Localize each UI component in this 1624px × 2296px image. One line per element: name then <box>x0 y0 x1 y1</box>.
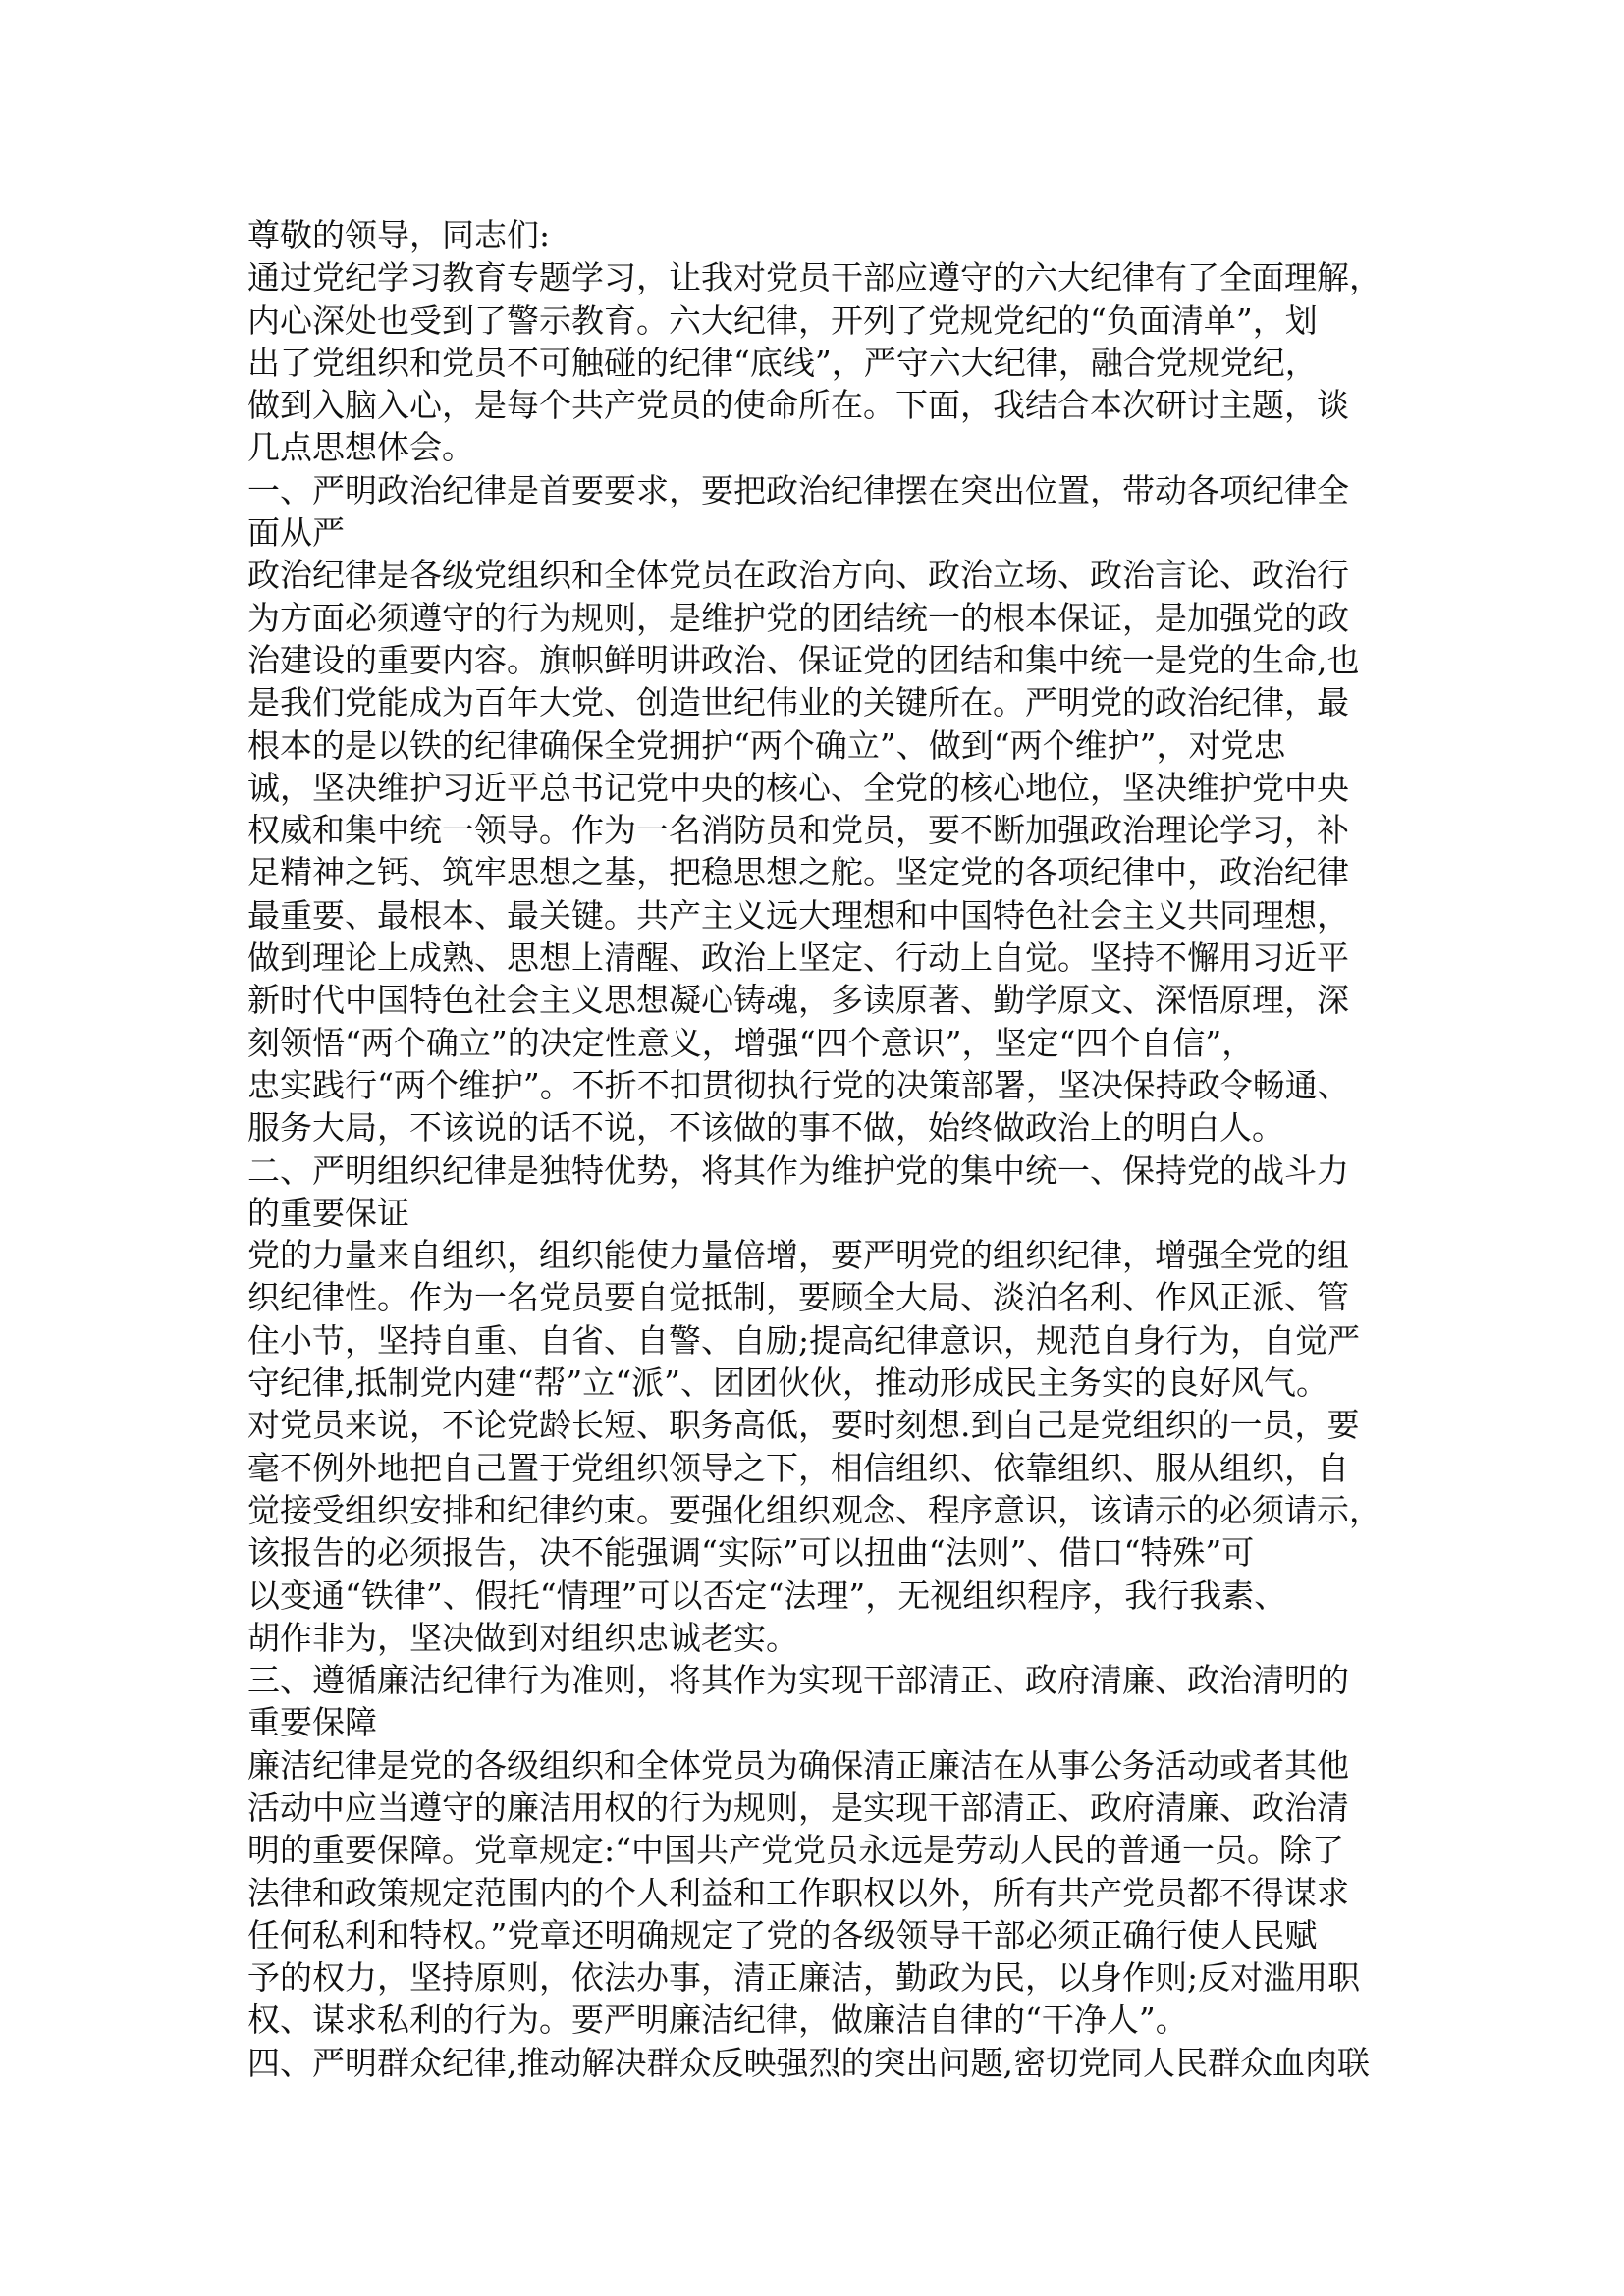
text-line: 刻领悟“两个确立”的决定性意义，增强“四个意识”，坚定“四个自信”， <box>247 1023 1255 1062</box>
text-line: 觉接受组织安排和纪律约束。要强化组织观念、程序意识，该请示的必须请示， <box>247 1490 1381 1529</box>
text-line: 一、严明政治纪律是首要要求，要把政治纪律摆在突出位置，带动各项纪律全 <box>247 470 1349 509</box>
text-line: 织纪律性。作为一名党员要自觉抵制，要顾全大局、淡泊名利、作风正派、管 <box>247 1278 1349 1317</box>
text-line: 对党员来说，不论党龄长短、职务高低，要时刻想.到自己是党组织的一员，要 <box>247 1406 1360 1445</box>
text-line: 几点思想体会。 <box>247 428 474 467</box>
text-line: 足精神之钙、筑牢思想之基，把稳思想之舵。坚定党的各项纪律中，政治纪律 <box>247 853 1349 892</box>
text-line: 重要保障 <box>247 1703 377 1742</box>
text-line: 诚，坚决维护习近平总书记党中央的核心、全党的核心地位，坚决维护党中央 <box>247 768 1349 807</box>
text-line: 党的力量来自组织，组织能使力量倍增，要严明党的组织纪律，增强全党的组 <box>247 1236 1349 1275</box>
text-line: 权威和集中统一领导。作为一名消防员和党员，要不断加强政治理论学习，补 <box>247 811 1349 850</box>
text-line: 的重要保证 <box>247 1193 409 1232</box>
text-line: 做到入脑入心，是每个共产党员的使命所在。下面，我结合本次研讨主题，谈 <box>247 386 1349 425</box>
text-line: 任何私利和特权。”党章还明确规定了党的各级领导干部必须正确行使人民赋 <box>247 1915 1318 1954</box>
text-line: 新时代中国特色社会主义思想凝心铸魂，多读原著、勤学原文、深悟原理，深 <box>247 981 1349 1020</box>
text-line: 治建设的重要内容。旗帜鲜明讲政治、保证党的团结和集中统一是党的生命,也 <box>247 640 1360 679</box>
document-body <box>247 214 1406 2084</box>
text-line: 忠实践行“两个维护”。不折不扣贯彻执行党的决策部署，坚决保持政令畅通、 <box>247 1065 1350 1104</box>
text-line: 守纪律,抵制党内建“帮”立“派”、团团伙伙，推动形成民主务实的良好风气。 <box>247 1363 1328 1403</box>
text-line: 二、严明组织纪律是独特优势，将其作为维护党的集中统一、保持党的战斗力 <box>247 1150 1349 1190</box>
text-line: 最重要、最根本、最关键。共产主义远大理想和中国特色社会主义共同理想， <box>247 895 1349 934</box>
text-line: 三、遵循廉洁纪律行为准则，将其作为实现干部清正、政府清廉、政治清明的 <box>247 1661 1349 1700</box>
text-line: 权、谋求私利的行为。要严明廉洁纪律，做廉洁自律的“干净人”。 <box>247 2001 1188 2040</box>
text-line: 是我们党能成为百年大党、创造世纪伟业的关键所在。严明党的政治纪律，最 <box>247 683 1349 722</box>
text-line: 予的权力，坚持原则，依法办事，清正廉洁，勤政为民，以身作则;反对滥用职 <box>247 1958 1361 1998</box>
text-line: 四、严明群众纪律,推动解决群众反映强烈的突出问题,密切党同人民群众血肉联 <box>247 2043 1370 2082</box>
text-line: 明的重要保障。党章规定:“中国共产党党员永远是劳动人民的普通一员。除了 <box>247 1831 1344 1870</box>
text-line: 尊敬的领导，同志们: <box>247 216 551 254</box>
text-line: 住小节，坚持自重、自省、自警、自励;提高纪律意识，规范自身行为，自觉严 <box>247 1320 1361 1360</box>
text-line: 出了党组织和党员不可触碰的纪律“底线”，严守六大纪律，融合党规党纪， <box>247 343 1318 382</box>
text-line: 法律和政策规定范围内的个人利益和工作职权以外，所有共产党员都不得谋求 <box>247 1873 1349 1912</box>
text-line: 通过党纪学习教育专题学习，让我对党员干部应遵守的六大纪律有了全面理解， <box>247 258 1381 297</box>
text-line: 廉洁纪律是党的各级组织和全体党员为确保清正廉洁在从事公务活动或者其他 <box>247 1745 1349 1785</box>
text-line: 根本的是以铁的纪律确保全党拥护“两个确立”、做到“两个维护”，对党忠 <box>247 725 1286 765</box>
text-line: 毫不例外地把自己置于党组织领导之下，相信组织、依靠组织、服从组织，自 <box>247 1448 1349 1487</box>
text-line: 做到理论上成熟、思想上清醒、政治上坚定、行动上自觉。坚持不懈用习近平 <box>247 938 1349 978</box>
text-line: 该报告的必须报告，决不能强调“实际”可以扭曲“法则”、借口“特殊”可 <box>247 1533 1255 1573</box>
text-line: 以变通“铁律”、假托“情理”可以否定“法理”，无视组织程序，我行我素、 <box>247 1575 1287 1615</box>
text-line: 为方面必须遵守的行为规则，是维护党的团结统一的根本保证，是加强党的政 <box>247 598 1349 637</box>
text-line: 活动中应当遵守的廉洁用权的行为规则，是实现干部清正、政府清廉、政治清 <box>247 1788 1349 1827</box>
text-line: 服务大局，不该说的话不说，不该做的事不做，始终做政治上的明白人。 <box>247 1108 1284 1148</box>
text-line: 面从严 <box>247 513 345 553</box>
text-line: 政治纪律是各级党组织和全体党员在政治方向、政治立场、政治言论、政治行 <box>247 556 1349 595</box>
text-line: 内心深处也受到了警示教育。六大纪律，开列了党规党纪的“负面清单”，划 <box>247 300 1318 340</box>
text-line: 胡作非为，坚决做到对组织忠诚老实。 <box>247 1618 798 1657</box>
